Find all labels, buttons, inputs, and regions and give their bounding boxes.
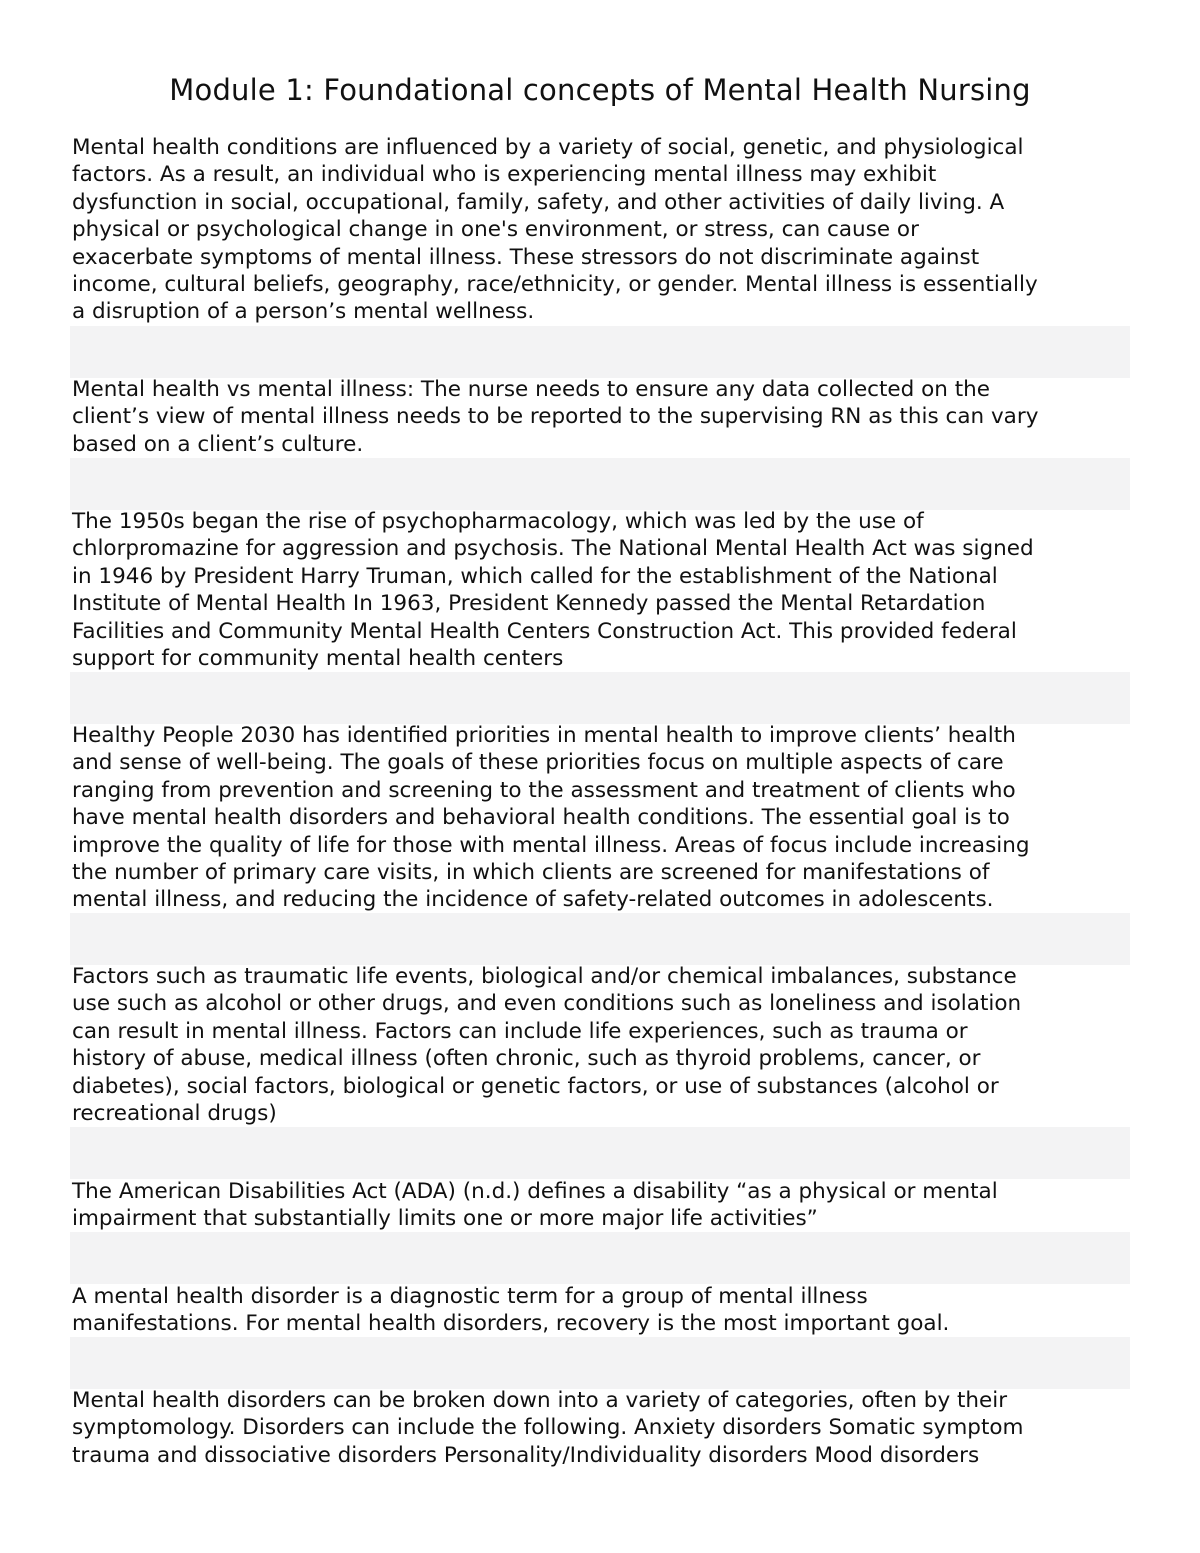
paragraph-factors	[72, 963, 1142, 1127]
blank-line-shading	[70, 1232, 1130, 1284]
text-line: Factors such as traumatic life events, biological and/or chemical imbalances, substance	[72, 964, 1017, 989]
page-title: Module 1: Foundational concepts of Mental Health Nursing	[169, 73, 1031, 107]
text-line: recreational drugs)	[72, 1101, 277, 1127]
paragraph-disorder-definition	[72, 1283, 1142, 1338]
text-line: factors. As a result, an individual who is experiencing mental illness may exhibit	[72, 162, 937, 188]
text-line: physical or psychological change in one's environment, or stress, can cause or	[72, 217, 919, 243]
text-line: chlorpromazine for aggression and psychosis. The National Mental Health Act was signed	[72, 536, 1034, 562]
text-line: use such as alcohol or other drugs, and even conditions such as loneliness and isolation	[72, 991, 1022, 1017]
text-line: impairment that substantially limits one or more major life activities”	[72, 1206, 818, 1232]
paragraph-disorder-categories	[72, 1387, 1142, 1469]
text-line: and sense of well-being. The goals of these priorities focus on multiple aspects of care	[72, 750, 1004, 776]
text-line: exacerbate symptoms of mental illness. These stressors do not discriminate against	[72, 244, 980, 270]
text-line: improve the quality of life for those with mental illness. Areas of focus include increasing	[72, 832, 1030, 858]
text-line: ranging from prevention and screening to the assessment and treatment of clients who	[72, 777, 1016, 803]
text-line: income, cultural beliefs, geography, race/ethnicity, or gender. Mental illness is essentially	[72, 272, 1038, 298]
blank-line-shading	[70, 458, 1130, 510]
text-line: The American Disabilities Act (ADA) (n.d.) defines a disability “as a physical or mental	[72, 1179, 998, 1204]
text-line: Mental health disorders can be broken down into a variety of categories, often by their	[72, 1388, 1008, 1413]
text-line: mental illness, and reducing the incidence of safety-related outcomes in adolescents.	[72, 887, 994, 913]
paragraph-health-vs-illness	[72, 376, 1142, 458]
paragraph-history-1950s	[72, 508, 1142, 672]
blank-line-shading	[70, 913, 1130, 965]
text-line: Facilities and Community Mental Health Centers Construction Act. This provided federal	[72, 618, 1017, 644]
text-line: Mental health vs mental illness: The nurse needs to ensure any data collected on the	[72, 377, 991, 402]
text-line: client’s view of mental illness needs to be reported to the supervising RN as this can vary	[72, 404, 1039, 430]
paragraph-mental-health-conditions	[72, 134, 1142, 326]
text-line: a disruption of a person’s mental wellness.	[72, 299, 535, 325]
text-line: the number of primary care visits, in which clients are screened for manifestations of	[72, 860, 990, 886]
paragraph-ada-definition	[72, 1178, 1142, 1233]
text-line: manifestations. For mental health disorders, recovery is the most important goal.	[72, 1311, 950, 1337]
text-line: have mental health disorders and behavioral health conditions. The essential goal is to	[72, 805, 1010, 831]
blank-line-shading	[70, 326, 1130, 378]
text-line: The 1950s began the rise of psychopharmacology, which was led by the use of	[72, 509, 924, 534]
text-line: history of abuse, medical illness (often chronic, such as thyroid problems, cancer, or	[72, 1046, 981, 1072]
text-line: can result in mental illness. Factors can include life experiences, such as trauma or	[72, 1018, 968, 1044]
blank-line-shading	[70, 672, 1130, 724]
text-line: support for community mental health centers	[72, 646, 564, 672]
text-line: diabetes), social factors, biological or genetic factors, or use of substances (alcohol or	[72, 1073, 999, 1099]
blank-line-shading	[70, 1337, 1130, 1389]
text-line: dysfunction in social, occupational, family, safety, and other activities of daily living. A	[72, 189, 1005, 215]
text-line: A mental health disorder is a diagnostic term for a group of mental illness	[72, 1284, 868, 1309]
text-line: trauma and dissociative disorders Personality/Individuality disorders Mood disorders	[72, 1442, 980, 1468]
text-line: Mental health conditions are influenced by a variety of social, genetic, and physiological	[72, 135, 1024, 160]
text-line: based on a client’s culture.	[72, 431, 364, 457]
text-line: in 1946 by President Harry Truman, which called for the establishment of the National	[72, 563, 998, 589]
paragraph-healthy-people-2030	[72, 722, 1142, 914]
blank-line-shading	[70, 1127, 1130, 1179]
text-line: Healthy People 2030 has identified priorities in mental health to improve clients’ health	[72, 723, 1016, 748]
text-line: symptomology. Disorders can include the following. Anxiety disorders Somatic symptom	[72, 1415, 1024, 1441]
text-line: Institute of Mental Health In 1963, President Kennedy passed the Mental Retardation	[72, 591, 986, 617]
